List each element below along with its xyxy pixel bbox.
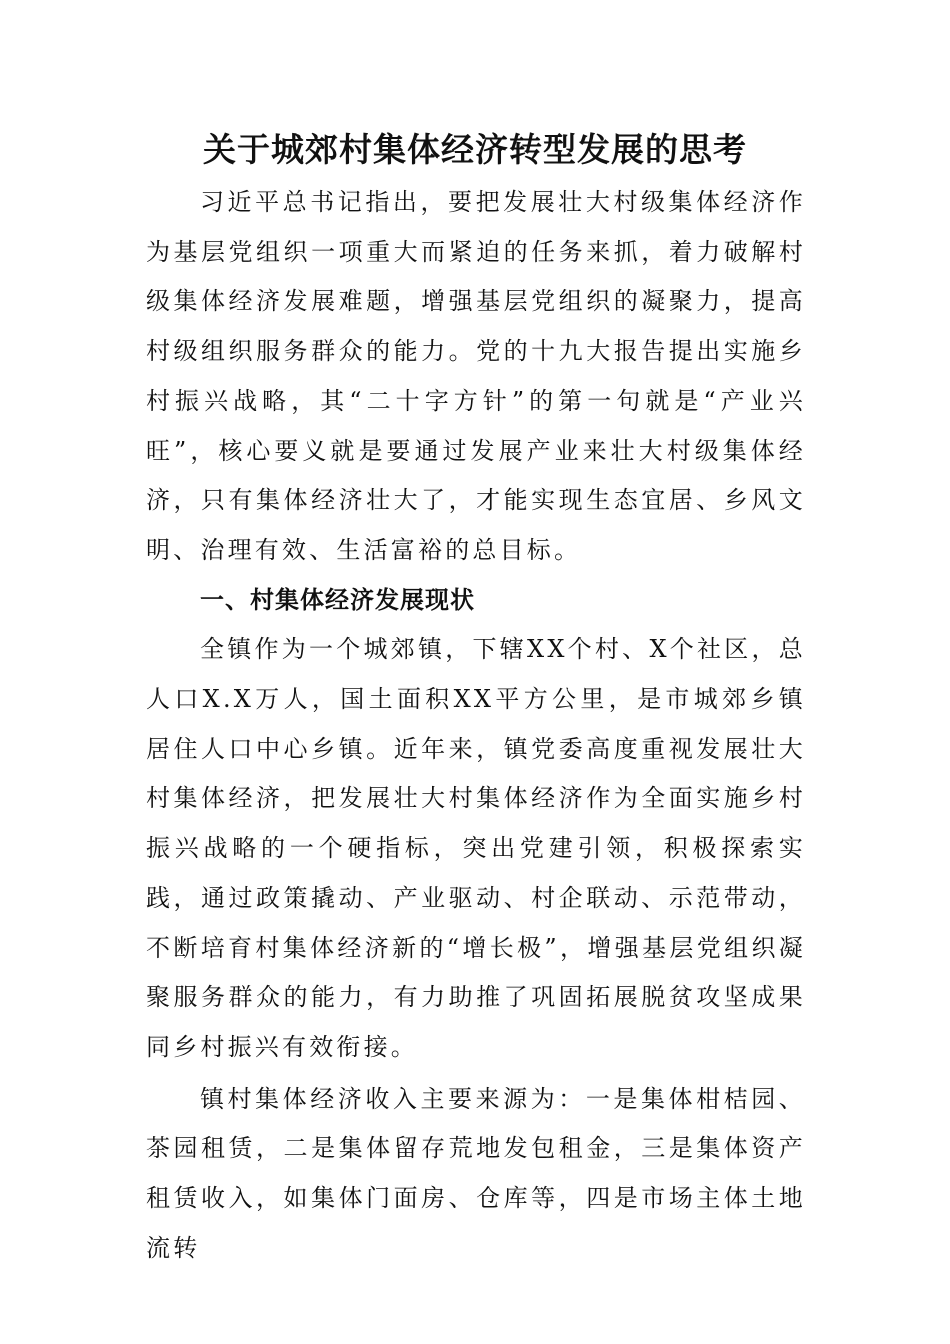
- paragraph-income-sources: 镇村集体经济收入主要来源为：一是集体柑桔园、茶园租赁，二是集体留存荒地发包租金，三是集体资产租赁收入，如集体门面房、仓库等，四是市场主体土地流转: [146, 1084, 806, 1262]
- paragraph-intro: 习近平总书记指出，要把发展壮大村级集体经济作为基层党组织一项重大而紧迫的任务来抓，着力破解村级集体经济发展难题，增强基层党组织的凝聚力，提高村级组织服务群众的能力。党的十九大报告提出实施乡村振兴战略，其“二十字方针”的第一句就是“产业兴旺”，核心要义就是要通过发展产业来壮大村级集体经济，只有集体经济壮大了，才能实现生态宜居、乡风文明、治理有效、生活富裕的总目标。: [146, 188, 806, 564]
- paragraph-status: 全镇作为一个城郊镇，下辖XX个村、X个社区，总人口X.X万人，国土面积XX平方公里，是市城郊乡镇居住人口中心乡镇。近年来，镇党委高度重视发展壮大村集体经济，把发展壮大村集体经济作为全面实施乡村振兴战略的一个硬指标，突出党建引领，积极探索实践，通过政策撬动、产业驱动、村企联动、示范带动，不断培育村集体经济新的“增长极”，增强基层党组织凝聚服务群众的能力，有力助推了巩固拓展脱贫攻坚成果同乡村振兴有效衔接。: [146, 635, 806, 1061]
- document-body: [146, 178, 806, 1273]
- section-heading: 一、村集体经济发展现状: [200, 585, 475, 614]
- document-title: 关于城郊村集体经济转型发展的思考: [203, 130, 747, 169]
